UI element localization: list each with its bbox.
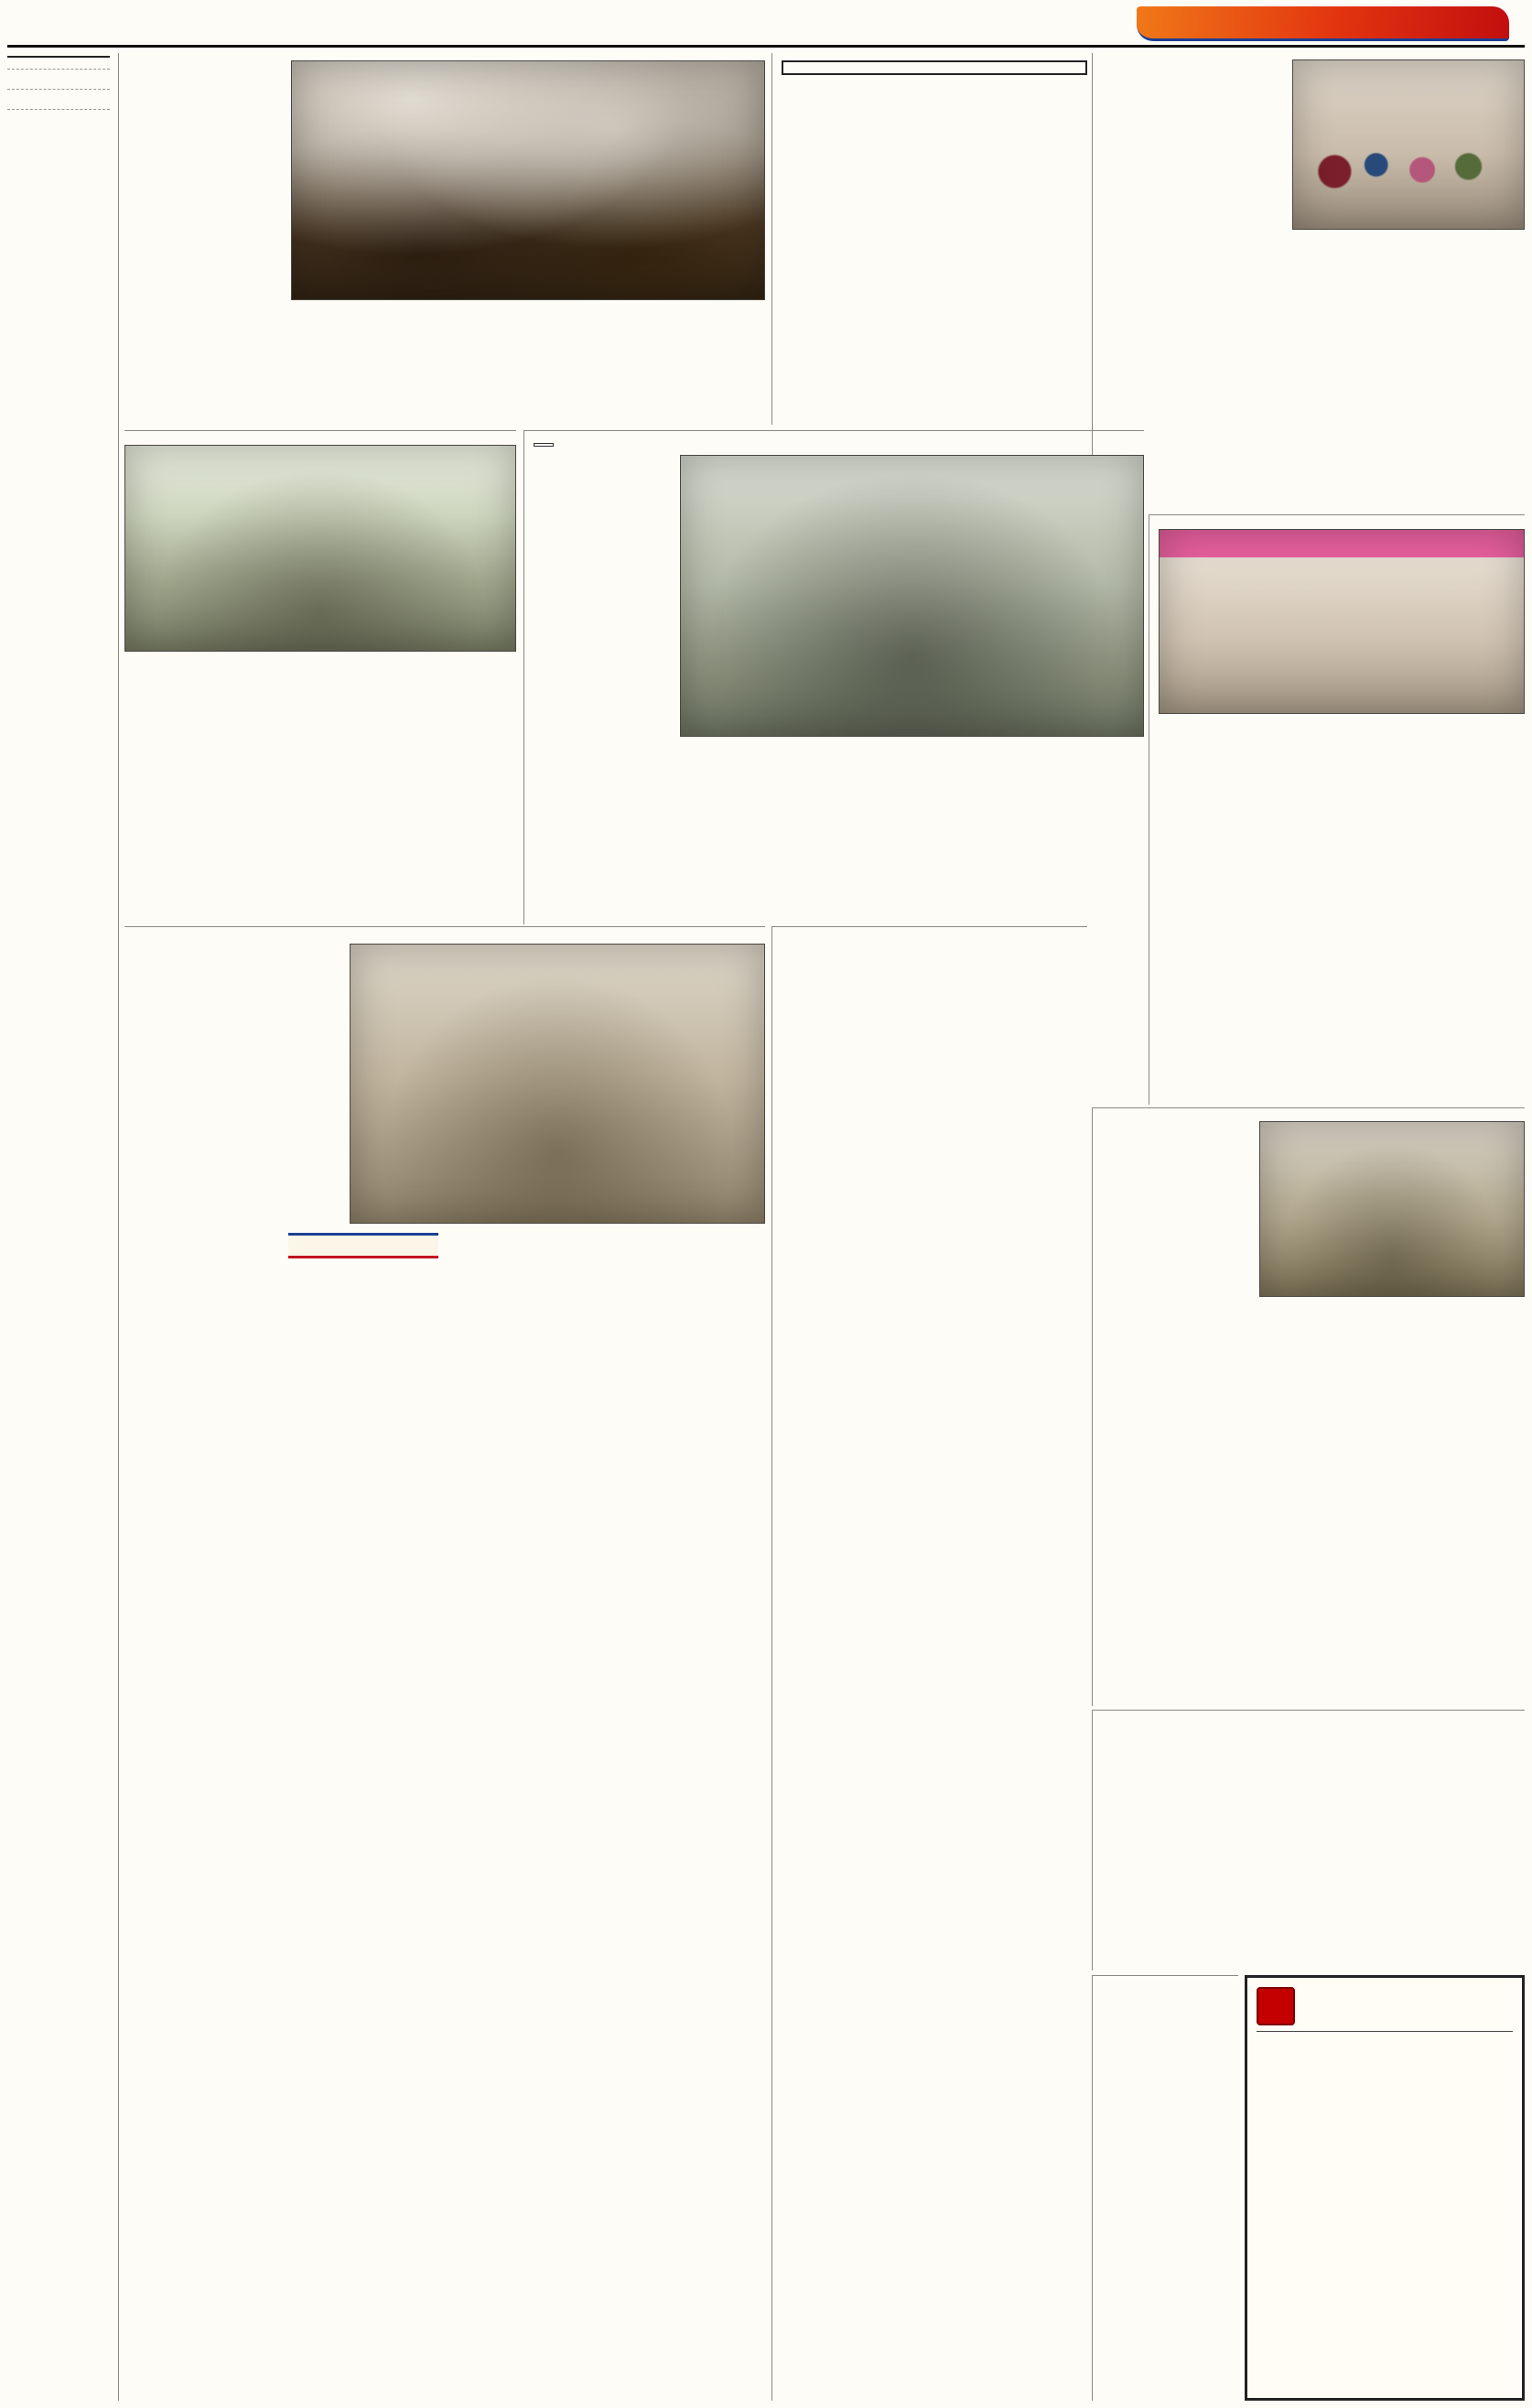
byline <box>534 443 554 447</box>
article-fake-cardiologist <box>124 926 765 2401</box>
article-health-coverage-camp <box>1149 514 1525 1105</box>
brief-item <box>7 69 110 78</box>
page-header <box>7 4 1525 48</box>
ad-header <box>1257 1987 1513 2032</box>
briefs-section-label <box>7 53 110 58</box>
photo-police-line-inspection <box>1259 1121 1525 1297</box>
article-body <box>124 944 340 1224</box>
tender-notice-ad <box>1245 1975 1525 2401</box>
article-land-fraud <box>771 53 1087 425</box>
article-football-final <box>523 430 1144 924</box>
article-weekly-parade <box>1092 1710 1525 1971</box>
pcf-logo <box>1257 1987 1295 2025</box>
photo-family-reunion-group <box>1292 59 1525 230</box>
article-body <box>1102 1116 1250 1297</box>
article-body <box>782 82 1087 313</box>
article-body <box>124 60 282 361</box>
photo-burnt-paddy-heaps <box>291 60 765 300</box>
article-body <box>291 306 765 361</box>
article-body <box>534 455 671 737</box>
photo-police-officials-group <box>350 944 765 1224</box>
article-subhead-box <box>782 60 1087 75</box>
article-body <box>1102 59 1283 230</box>
masthead-band <box>1137 6 1509 41</box>
article-paddy-fire <box>124 53 765 425</box>
article-highlight-box <box>288 1233 438 1258</box>
article-bnss-training <box>124 430 516 924</box>
photo-legal-awareness-camp <box>1159 529 1525 714</box>
article-sp-police-line-inspection <box>1092 1107 1525 1706</box>
brief-item <box>7 89 110 98</box>
photo-training-classroom <box>124 445 516 652</box>
article-body <box>782 942 1087 2315</box>
photo-trophy-ceremony-crowd <box>680 455 1144 737</box>
article-train-theft <box>771 926 1087 2401</box>
masthead <box>1137 5 1525 43</box>
brief-item <box>7 109 110 118</box>
article-weekly-parade-continued <box>1092 1975 1238 2401</box>
briefs-column <box>7 53 119 2401</box>
article-family-reunion <box>1092 53 1525 511</box>
